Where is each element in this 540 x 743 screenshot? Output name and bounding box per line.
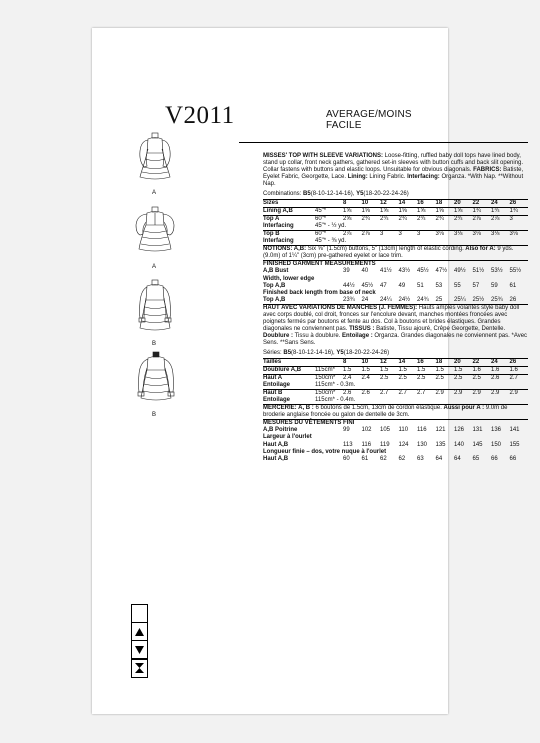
table-row: [263, 366, 528, 374]
french-mercerie: [263, 404, 528, 419]
table-row: [263, 382, 528, 390]
row-label: Largeur à l'ourlet: [263, 434, 312, 441]
size-cell: 24: [491, 199, 510, 207]
cell: 1.6: [473, 366, 492, 374]
row-label: Longueur finie – dos, votre nuque à l'ourlet: [263, 448, 387, 455]
notions-text: Six ⅝" (1.5cm) buttons, 5" (13cm) length of elastic cording.: [307, 246, 464, 253]
row-label: Haut A,B: [263, 441, 289, 448]
mercerie-text: 6 boutons de 1.5cm, 13cm de cordon élastique.: [315, 405, 442, 412]
cell: 1⅝: [399, 207, 418, 215]
cell: 2.5: [435, 374, 444, 381]
cell: 99: [343, 427, 350, 434]
fabric-width: 115cm*: [315, 366, 343, 374]
series-y5: Y5: [336, 350, 344, 357]
triangle-down-icon: [131, 640, 148, 659]
series-y5-sizes: (18-20-22-24-26): [343, 350, 390, 357]
cell: 2.9: [491, 389, 500, 396]
cell: 150: [491, 441, 502, 448]
cell: 155: [509, 441, 520, 448]
cell: 3⅛: [472, 230, 481, 237]
cell: 1.6: [510, 366, 529, 374]
size-cell: 12: [380, 199, 399, 207]
description-body: Loose-fitting, ruffled baby doll tops have lined body, stand up collar, front neck gathers, gathered set-in sleeves with button cuffs and back slit opening. Collar fastens with buttons and elastic loops. Unsuitable for obvious diagonals.: [263, 153, 524, 174]
pattern-envelope-back: [92, 28, 528, 714]
series-label: Séries:: [263, 350, 282, 357]
cell: 1.5: [399, 366, 418, 374]
cell: 3⅛: [509, 230, 518, 237]
cell: 135: [435, 441, 446, 448]
cell: 39: [343, 268, 350, 275]
row-label: Interfacing: [263, 238, 294, 245]
row-label: Width, lower edge: [263, 275, 315, 282]
cell: 57: [472, 282, 480, 289]
row-label: Top A,B: [263, 282, 286, 289]
cell: 61: [509, 282, 517, 289]
row-label: Haut A: [263, 374, 283, 381]
row-label: Entoilage: [263, 382, 315, 390]
fabric-width: 60"*: [315, 215, 327, 222]
combo-y5: Y5: [356, 191, 364, 198]
lining-label: Lining:: [347, 174, 368, 181]
combinations-line: [263, 191, 528, 198]
cell: 53½: [491, 268, 503, 275]
cell: 59: [491, 282, 498, 289]
cell: 136: [491, 427, 502, 434]
row-label: A,B Bust: [263, 268, 289, 275]
cell: 1⅝: [454, 207, 473, 215]
size-cell: 8: [343, 199, 362, 207]
table-row: [263, 449, 528, 456]
cell: 2.7: [380, 389, 389, 396]
table-row: [263, 374, 528, 382]
cell: 105: [380, 427, 391, 434]
cell: 2⅝: [343, 215, 352, 222]
cell: 55: [454, 282, 461, 289]
sizes-header-row: [263, 199, 528, 207]
notions-also-label: Also for A:: [465, 246, 496, 253]
cell: 2.9: [435, 389, 444, 396]
french-yardage-table: [263, 358, 528, 405]
mercerie-also-label: Aussi pour A :: [443, 405, 485, 412]
entoilage-label: Entoilage :: [342, 333, 373, 340]
cell: 53: [435, 282, 443, 289]
french-finished-table: [263, 427, 528, 462]
size-cell: 22: [473, 199, 492, 207]
cell: 110: [398, 427, 409, 434]
row-label: Top A,B: [263, 296, 286, 303]
table-row: [263, 215, 528, 223]
cell: 2¾: [417, 215, 426, 222]
doublure-label: Doublure :: [263, 333, 293, 340]
interfacing-text: Organza. *With Nap. **Without Nap.: [263, 174, 524, 188]
combinations-label: Combinations:: [263, 191, 302, 198]
cell: 2.4: [343, 374, 352, 381]
row-label: Finished back length from base of neck: [263, 289, 376, 296]
cell: 124: [398, 441, 409, 448]
cell: 66: [509, 455, 517, 462]
size-cell: 18: [436, 199, 455, 207]
cell: 1⅝: [380, 207, 399, 215]
view-label: A: [152, 190, 157, 196]
size-cell: 16: [417, 358, 436, 366]
cell: 3: [380, 230, 384, 237]
cell: 3⅛: [435, 230, 444, 237]
cell: 1⅝: [343, 207, 362, 215]
fabric-width: 150cm*: [315, 374, 336, 381]
cell: 113: [343, 441, 353, 448]
size-cell: 18: [436, 358, 455, 366]
description-body: Hauts amples volantés style baby doll avec corps doublé, col droit, fronces sur l'encolure devant, manches montées froncées avec poignets fermés par boutons et fente au dos. Col à boutons et brides élastiques. Grandes diagonales ne conviennent pas.: [263, 304, 520, 333]
english-notions: [263, 245, 528, 260]
cell: 2.7: [417, 389, 426, 396]
cell: 66: [491, 455, 498, 462]
combo-b5-sizes: (8-10-12-14-16),: [310, 191, 355, 198]
series-b5: B5: [283, 350, 292, 357]
cell: 2.7: [398, 389, 407, 396]
cell: 62: [380, 455, 387, 462]
cell: 2¾: [380, 215, 389, 222]
cell: 2.9: [472, 389, 481, 396]
cell: 3: [417, 230, 421, 237]
fabric-width: 45"*: [315, 207, 343, 215]
care-symbols: [131, 604, 148, 677]
cell: 2.6: [361, 389, 370, 396]
notions-a-text: 9 yds. (9.0m) of 1¼" (3cm) pre-gathered eyelet or lace trim.: [263, 246, 514, 260]
english-finished-table: [263, 268, 528, 303]
cell: 2⅞: [491, 215, 500, 222]
table-row: [263, 238, 528, 245]
finished-measurements-title: FINISHED GARMENT MEASUREMENTS: [263, 260, 528, 268]
cell: 126: [454, 427, 465, 434]
cell: 1¾: [510, 207, 529, 215]
size-cell: 14: [399, 358, 418, 366]
tissus-label: TISSUS :: [349, 326, 375, 333]
title-rule: [239, 142, 528, 143]
row-label: Top A: [263, 215, 280, 222]
cell: 24: [361, 296, 369, 303]
cell: 2⅞: [343, 230, 352, 237]
cell: 43½: [398, 268, 411, 275]
cell: 1.5: [454, 366, 473, 374]
cell: 51: [417, 282, 424, 289]
interfacing-label: Interfacing:: [407, 174, 440, 181]
row-label: Haut B: [263, 389, 283, 396]
row-label: A,B Poitrine: [263, 427, 298, 434]
cell: 63: [417, 455, 424, 462]
blank-square-icon: [131, 604, 148, 623]
fabric-width: 45"* - ½ yd.: [315, 223, 528, 231]
cell: 1⅝: [436, 207, 455, 215]
size-cell: 10: [362, 358, 381, 366]
table-row: [263, 276, 528, 283]
english-description: [263, 153, 528, 188]
table-row: [263, 434, 528, 441]
cell: 116: [417, 427, 427, 434]
cell: 40: [361, 268, 369, 275]
cell: 1.5: [362, 366, 381, 374]
cell: 3: [509, 215, 513, 222]
cell: 2.9: [454, 389, 463, 396]
table-row: [263, 290, 528, 297]
hourglass-icon: [131, 659, 148, 678]
cell: 64: [454, 455, 461, 462]
cell: 1.5: [417, 366, 436, 374]
size-cell: 10: [362, 199, 381, 207]
fabric-width: 60"*: [315, 230, 327, 237]
cell: 62: [398, 455, 406, 462]
cell: 65: [472, 455, 480, 462]
table-row: [263, 442, 528, 449]
cell: 25¾: [491, 296, 503, 303]
size-cell: 22: [473, 358, 492, 366]
view-a-front-sketch: [135, 131, 175, 187]
row-label: Interfacing: [263, 223, 315, 231]
sizes-label: Tailles: [263, 358, 315, 366]
cell: 2⅞: [472, 215, 481, 222]
row-label: Lining A,B: [263, 207, 315, 215]
description-title: MISSES' TOP WITH SLEEVE VARIATIONS:: [263, 153, 383, 159]
difficulty-label: AVERAGE/MOINS FACILE: [326, 109, 412, 131]
cell: 119: [380, 441, 390, 448]
table-row: [263, 268, 528, 275]
size-cell: 26: [510, 358, 529, 366]
cell: 47½: [435, 268, 448, 275]
cell: 121: [435, 427, 446, 434]
cell: 2.7: [509, 374, 518, 381]
cell: 2.5: [454, 374, 463, 381]
view-b-front-sketch: [134, 278, 176, 338]
sizes-label: Sizes: [263, 199, 315, 207]
cell: 44½: [343, 282, 355, 289]
cell: 1.5: [380, 366, 399, 374]
table-row: [263, 283, 528, 290]
series-b5-sizes: (8-10-12-14-16),: [291, 350, 335, 357]
cell: 25½: [472, 296, 485, 303]
fabric-width: 115cm* - 0.3m.: [315, 382, 528, 390]
cell: 64: [435, 455, 443, 462]
cell: 131: [472, 427, 483, 434]
cell: 2.9: [509, 389, 518, 396]
cell: 51½: [472, 268, 485, 275]
view-label: B: [152, 412, 157, 418]
cell: 45½: [361, 282, 374, 289]
size-cell: 20: [454, 199, 473, 207]
cell: 1⅝: [417, 207, 436, 215]
fabrics-label: FABRICS:: [473, 167, 502, 174]
cell: 2.5: [398, 374, 407, 381]
cell: 116: [361, 441, 372, 448]
pattern-info: [263, 153, 528, 463]
cell: 24¼: [380, 296, 392, 303]
cell: 45½: [417, 268, 429, 275]
cell: 2.5: [380, 374, 389, 381]
table-row: [263, 230, 528, 238]
cell: 1⅝: [362, 207, 381, 215]
fabric-width: 115cm* - 0.4m.: [315, 397, 356, 403]
cell: 23¾: [343, 296, 355, 303]
cell: 130: [417, 441, 428, 448]
cell: 1.5: [343, 366, 362, 374]
description-title: HAUT AVEC VARIATIONS DE MANCHES (J. FEMMES):: [263, 304, 418, 311]
cell: 49: [398, 282, 406, 289]
doublure-text: Tissu à doublure.: [294, 333, 341, 340]
row-label: Entoilage: [263, 397, 291, 403]
cell: 25¼: [454, 296, 466, 303]
row-label: Top B: [263, 230, 280, 237]
fabrics-text: Batiste, Eyelet Fabric, Georgette, Lace.: [263, 167, 524, 181]
size-cell: 24: [491, 358, 510, 366]
table-row: [263, 389, 528, 397]
mercerie-a-text: 9.0m de broderie anglaise froncée ou galon de dentelle de 3cm.: [263, 405, 508, 419]
row-label: Doublure A,B: [263, 366, 315, 374]
mercerie-label: MERCERIE: A, B :: [263, 405, 314, 412]
tissus-text: Batiste, Tissu ajouré, Crêpe Georgette, Dentelle.: [376, 326, 506, 333]
cell: 26: [509, 296, 517, 303]
table-row: [263, 207, 528, 215]
cell: 2¾: [454, 215, 463, 222]
size-cell: 26: [510, 199, 529, 207]
view-label: A: [152, 264, 157, 270]
notions-label: NOTIONS: A,B:: [263, 246, 307, 253]
cell: 2.5: [417, 374, 426, 381]
cell: 2.4: [361, 374, 370, 381]
cell: 60: [343, 455, 350, 462]
combo-y5-sizes: (18-20-22-24-26): [363, 191, 409, 198]
cell: 2.6: [343, 389, 352, 396]
size-cell: 16: [417, 199, 436, 207]
table-row: [263, 427, 528, 434]
triangle-up-icon: [131, 622, 148, 641]
cell: 2¾: [435, 215, 444, 222]
cell: 61: [361, 455, 369, 462]
cell: 140: [454, 441, 465, 448]
cell: 2⅞: [361, 230, 370, 237]
french-description: [263, 304, 528, 348]
cell: 1.6: [491, 366, 510, 374]
table-row: [263, 456, 528, 463]
view-b-back-sketch: [134, 350, 178, 408]
cell: 1.5: [436, 366, 455, 374]
sizes-header-row: [263, 358, 528, 366]
pattern-number: V2011: [165, 102, 235, 129]
cell: 1¾: [491, 207, 510, 215]
entoilage-text: Organza. Grandes diagonales ne conviennent pas. *Avec Sens. **Sans Sens.: [263, 333, 528, 347]
lining-text: Lining Fabric.: [369, 174, 406, 181]
fabric-width: 150cm*: [315, 389, 336, 396]
cell: 55½: [509, 268, 522, 275]
french-finished-title: MESURES DU VÊTEMENTS FINI: [263, 419, 528, 427]
cell: 145: [472, 441, 483, 448]
cell: 25: [435, 296, 443, 303]
cell: 3⅛: [454, 230, 463, 237]
cell: 3⅛: [491, 230, 500, 237]
size-cell: 8: [343, 358, 362, 366]
english-yardage-table: [263, 199, 528, 246]
cell: 2.6: [491, 374, 500, 381]
table-row: [263, 397, 528, 404]
size-cell: 12: [380, 358, 399, 366]
view-a-back-sketch: [133, 205, 177, 259]
cell: 3: [398, 230, 402, 237]
cell: 141: [509, 427, 520, 434]
combo-b5: B5: [303, 191, 311, 198]
cell: 1¾: [473, 207, 492, 215]
row-label: Haut A,B: [263, 455, 289, 462]
cell: 102: [361, 427, 372, 434]
cell: 2¾: [361, 215, 370, 222]
cell: 49½: [454, 268, 466, 275]
series-line: [263, 350, 528, 357]
view-label: B: [152, 341, 157, 347]
size-cell: 20: [454, 358, 473, 366]
table-row: [263, 297, 528, 304]
cell: 24½: [398, 296, 411, 303]
cell: 24¾: [417, 296, 429, 303]
size-cell: 14: [399, 199, 418, 207]
cell: 41½: [380, 268, 392, 275]
table-row: [263, 223, 528, 231]
fabric-width: 45"* - ⅜ yd.: [315, 238, 347, 245]
cell: 2.5: [472, 374, 481, 381]
cell: 2¾: [398, 215, 407, 222]
cell: 47: [380, 282, 387, 289]
